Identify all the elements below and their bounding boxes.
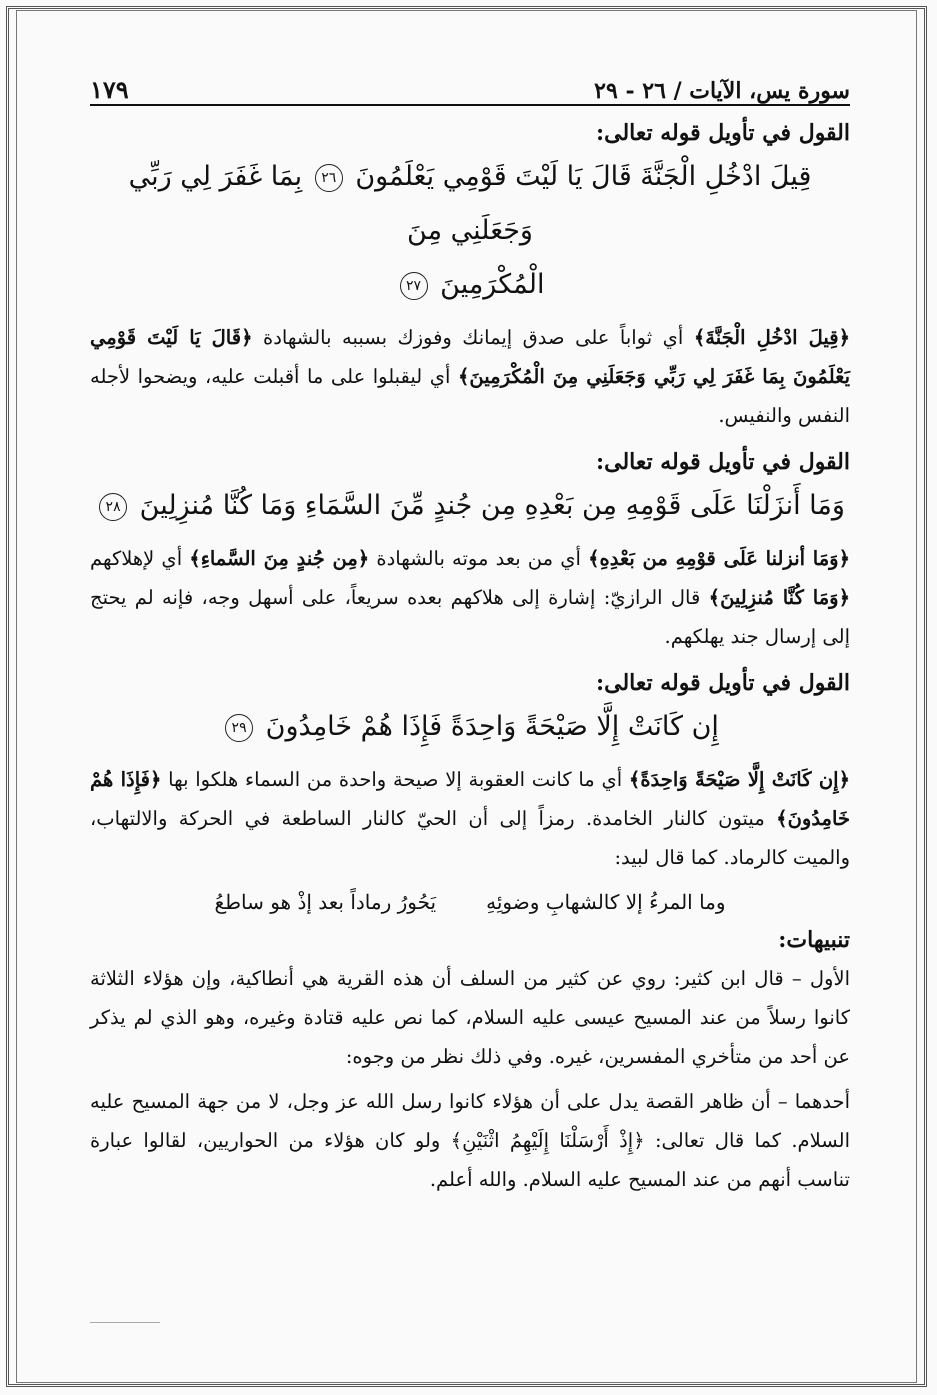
section-heading: القول في تأويل قوله تعالى: <box>596 670 850 696</box>
poem-first-hemistich: وما المرءُ إلا كالشهابِ وضوئِهِ <box>486 890 726 914</box>
commentary-text: أي من بعد موته بالشهادة <box>369 547 589 570</box>
verse-number-mark: ٢٧ <box>400 272 428 300</box>
commentary-text: أي لإهلاكهم <box>90 547 190 570</box>
quran-quote: ﴿قَالَ يَا لَيْتَ قَوْمِي يَعْلَمُونَ بِمَا غَفَرَ لِي رَبِّي وَجَعَلَنِي مِنَ الْمُكْرَمِينَ﴾ <box>90 326 850 388</box>
verse-text: قِيلَ ادْخُلِ الْجَنَّةَ قَالَ يَا لَيْتَ قَوْمِي يَعْلَمُونَ <box>355 161 812 192</box>
page-content <box>90 60 850 1320</box>
poem-verse <box>90 881 850 923</box>
note-paragraph: الأول – قال ابن كثير: روي عن كثير من السلف أن هذه القرية هي أنطاكية، وإن هؤلاء الثلاثة كانوا رسلاً من عند المسيح عيسى عليه السلام، كما نص عليه قتادة وغيره، وهو الذي لم يذكر عن أحد من متأخري المفسرين، غيره. وفي ذلك نظر من وجوه: <box>90 967 850 1068</box>
verse-text: وَمَا أَنزَلْنَا عَلَى قَوْمِهِ مِن بَعْدِهِ مِن جُندٍ مِّنَ السَّمَاءِ وَمَا كُنَّا مُنزِلِينَ <box>139 490 845 521</box>
verse-number-mark: ٢٩ <box>225 714 253 742</box>
commentary-text: قال الرازيّ: إشارة إلى هلاكهم بعده سريعاً، على أسهل وجه، فإنه لم يحتج إلى إرسال جند يهلكهم. <box>90 586 850 648</box>
section-heading: القول في تأويل قوله تعالى: <box>596 449 850 475</box>
poem-second-hemistich: يَحُورُ رماداً بعد إذْ هو ساطعُ <box>214 890 437 914</box>
verse-block <box>90 150 850 312</box>
quran-quote: ﴿قِيلَ ادْخُلِ الْجَنَّةَ﴾ <box>693 326 850 349</box>
commentary-text: أي ثواباً على صدق إيمانك وفوزك بسببه بالشهادة <box>252 326 694 349</box>
quran-quote: ﴿وَمَا كُنَّا مُنزِلِينَ﴾ <box>708 586 850 609</box>
quran-quote: ﴿فَإِذَا هُمْ خَامِدُونَ﴾ <box>90 768 850 830</box>
verse-text: بِمَا غَفَرَ لِي رَبِّي وَجَعَلَنِي مِنَ <box>128 161 533 246</box>
verse-block <box>90 700 850 754</box>
section-3 <box>90 670 850 877</box>
verse-block <box>90 479 850 533</box>
header-title: سورة يس، الآيات / ٢٦ - ٢٩ <box>594 78 850 104</box>
page-number: ١٧٩ <box>90 75 129 104</box>
notes-section <box>90 927 850 1199</box>
footer-rule <box>90 1322 160 1323</box>
verse-number-mark: ٢٦ <box>315 164 343 192</box>
commentary-paragraph <box>90 760 850 877</box>
verse-text: الْمُكْرَمِينَ <box>440 269 545 300</box>
quran-quote: ﴿إِن كَانَتْ إِلَّا صَيْحَةً وَاحِدَةً﴾ <box>628 768 850 791</box>
verse-text: إِن كَانَتْ إِلَّا صَيْحَةً وَاحِدَةً فَإِذَا هُمْ خَامِدُونَ <box>265 711 719 742</box>
commentary-text: أي ما كانت العقوبة إلا صيحة واحدة من السماء هلكوا بها <box>161 768 629 791</box>
verse-number-mark: ٢٨ <box>99 493 127 521</box>
commentary-text: أي ليقبلوا على ما أقبلت عليه، ويضحوا لأجله النفس والنفيس. <box>90 365 850 427</box>
quran-quote: ﴿وَمَا أنزلنا عَلَى قوْمِهِ من بَعْدِهِ﴾ <box>588 547 850 570</box>
commentary-paragraph <box>90 539 850 656</box>
commentary-text: ميتون كالنار الخامدة. رمزاً إلى أن الحيّ كالنار الساطعة في الحركة والالتهاب، والميت كالرماد. كما قال لبيد: <box>90 807 850 869</box>
section-heading: القول في تأويل قوله تعالى: <box>596 120 850 146</box>
quran-quote: ﴿مِن جُندٍ مِنَ السَّماءِ﴾ <box>189 547 370 570</box>
notes-heading: تنبيهات: <box>778 927 850 953</box>
section-1 <box>90 120 850 435</box>
section-2 <box>90 449 850 656</box>
commentary-paragraph <box>90 318 850 435</box>
running-header <box>90 60 850 106</box>
note-paragraph: أحدهما – أن ظاهر القصة يدل على أن هؤلاء كانوا رسل الله عز وجل، لا من جهة المسيح عليه السلام. كما قال تعالى: ﴿إِذْ أَرْسَلْنَا إِلَيْهِمُ اثْنَيْنِ﴾ ولو كان هؤلاء من الحواريين، لقالوا عبارة تناسب أنهم من عند المسيح عليه السلام. والله أعلم. <box>90 1090 850 1191</box>
